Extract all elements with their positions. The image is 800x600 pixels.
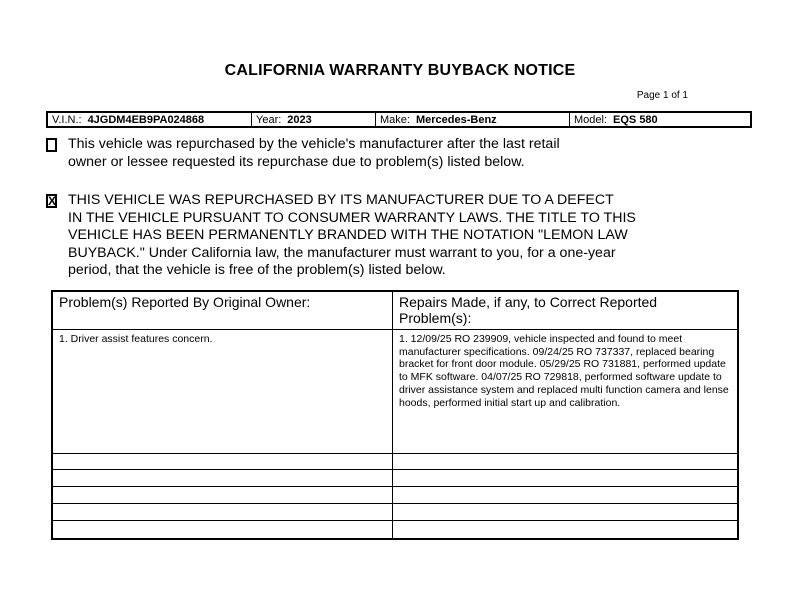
problems-repairs-table [51, 290, 739, 540]
vehicle-info-bar [46, 111, 752, 128]
year-value: 2023 [287, 113, 312, 126]
row-divider [53, 520, 737, 521]
make-label: Make: [380, 113, 410, 126]
year-cell [252, 113, 376, 126]
model-cell [570, 113, 750, 126]
option1-checkbox[interactable] [46, 138, 57, 152]
problem-cell: 1. Driver assist features concern. [59, 333, 213, 345]
header-divider [53, 329, 737, 330]
repair-cell: 1. 12/09/25 RO 239909, vehicle inspected and found to meet manufacturer specifications. 09/24/25 RO 737337, replaced bearing bracket for front door module. 05/29/25 RO 731881, performed update to MFK software. 04/07/25 RO 729818, performed software update to driver assistance system and replaced multi function camera and lense hoods, performed initial start up and calibration. [399, 333, 729, 409]
vin-value: 4JGDM4EB9PA024868 [87, 113, 205, 126]
notice-title: CALIFORNIA WARRANTY BUYBACK NOTICE [224, 62, 576, 79]
row-divider [53, 469, 737, 470]
model-label: Model: [574, 113, 608, 126]
row-divider [53, 453, 737, 454]
make-value: Mercedes-Benz [415, 113, 497, 126]
header-repairs: Repairs Made, if any, to Correct Reported Problem(s): [399, 294, 658, 326]
vin-label: V.I.N.: [52, 113, 82, 126]
page-number: Page 1 of 1 [636, 90, 688, 101]
option2-text: THIS VEHICLE WAS REPURCHASED BY ITS MANUFACTURER DUE TO A DEFECT IN THE VEHICLE PURSUANT TO CONSUMER WARRANTY LAWS. THE TITLE TO THIS VEHICLE HAS BEEN PERMANENTLY BRANDED WITH THE NOTATION "LEMON LAW BUYBACK." Under California law, the manufacturer must warrant to you, for a one-year period, that the vehicle is free of the problem(s) listed below. [68, 192, 636, 278]
year-label: Year: [256, 113, 282, 126]
option2-checkbox[interactable]: X [48, 194, 57, 208]
row-divider [53, 503, 737, 504]
model-value: EQS 580 [613, 113, 658, 126]
header-problems: Problem(s) Reported By Original Owner: [59, 294, 311, 310]
row-divider [53, 486, 737, 487]
option1-text: This vehicle was repurchased by the vehicle's manufacturer after the last retail owner or lessee requested its repurchase due to problem(s) listed below. [68, 136, 560, 170]
make-cell [376, 113, 570, 126]
vin-cell [48, 113, 252, 126]
